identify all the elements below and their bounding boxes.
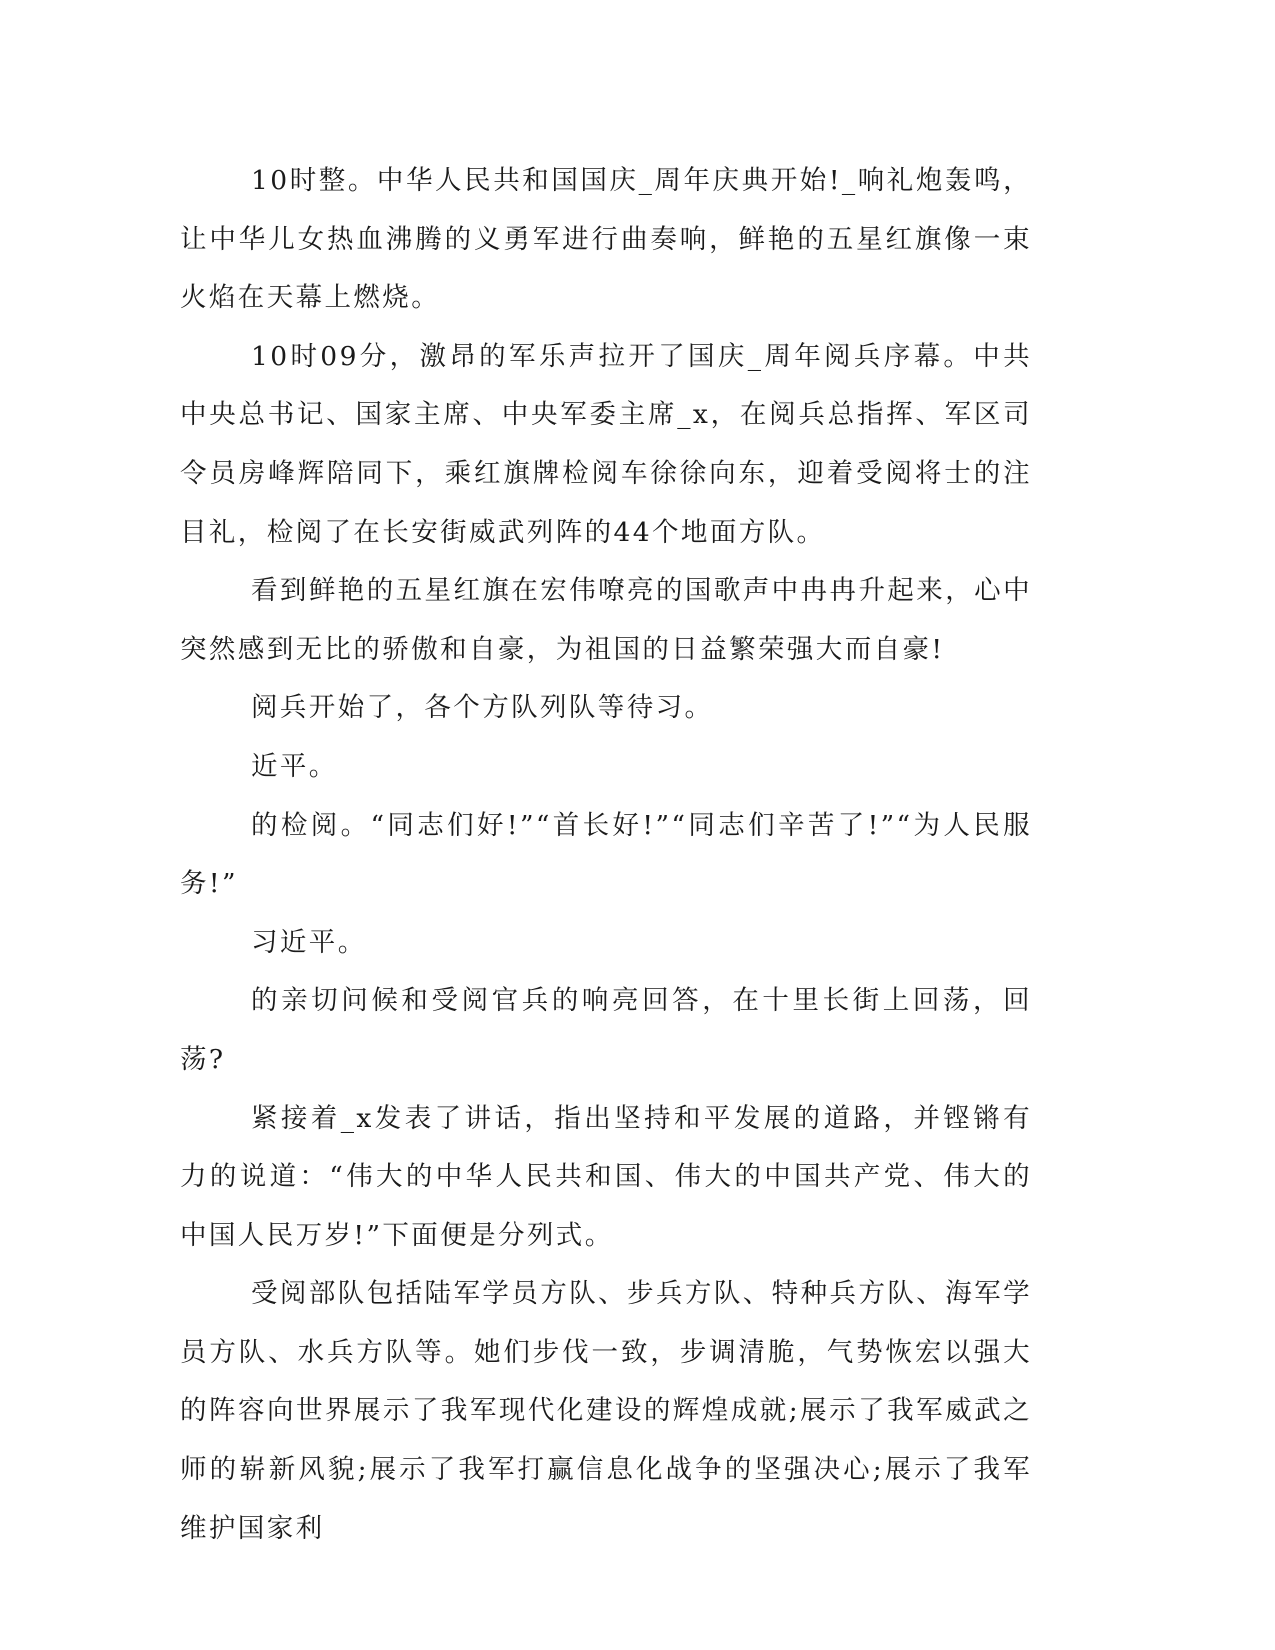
- paragraph-troops: 受阅部队包括陆军学员方队、步兵方队、特种兵方队、海军学员方队、水兵方队等。她们步伐一致，步调清脆，气势恢宏以强大的阵容向世界展示了我军现代化建设的辉煌成就;展示了我军威武之师的崭新风貌;展示了我军打赢信息化战争的坚强决心;展示了我军维护国家利: [180, 1278, 1032, 1544]
- paragraph-flag-raising: 看到鲜艳的五星红旗在宏伟嘹亮的国歌声中冉冉升起来，心中突然感到无比的骄傲和自豪，为祖国的日益繁荣强大而自豪!: [180, 575, 1032, 665]
- paragraph-ceremony-start: 10时整。中华人民共和国国庆_周年庆典开始!_响礼炮轰鸣，让中华儿女热血沸腾的义勇军进行曲奏响，鲜艳的五星红旗像一束火焰在天幕上燃烧。: [180, 165, 1032, 314]
- paragraph-echo: 的亲切问候和受阅官兵的响亮回答，在十里长街上回荡，回荡?: [180, 985, 1032, 1075]
- paragraph-speech: 紧接着_x发表了讲话，指出坚持和平发展的道路，并铿锵有力的说道：“伟大的中华人民共和国、伟大的中国共产党、伟大的中国人民万岁!”下面便是分列式。: [180, 1102, 1032, 1251]
- paragraph-name-fragment: 近平。: [251, 750, 338, 782]
- paragraph-greetings: 的检阅。“同志们好!”“首长好!”“同志们辛苦了!”“为人民服务!”: [180, 809, 1032, 900]
- paragraph-review-start: 10时09分，激昂的军乐声拉开了国庆_周年阅兵序幕。中共中央总书记、国家主席、中央军委主席_x，在阅兵总指挥、军区司令员房峰辉陪同下，乘红旗牌检阅车徐徐向东，迎着受阅将士的注目礼，检阅了在长安街威武列阵的44个地面方队。: [180, 340, 1032, 548]
- paragraph-name-repeat: 习近平。: [251, 926, 367, 958]
- document-body: [180, 152, 1032, 1558]
- paragraph-parade-begins: 阅兵开始了，各个方队列队等待习。: [251, 692, 714, 724]
